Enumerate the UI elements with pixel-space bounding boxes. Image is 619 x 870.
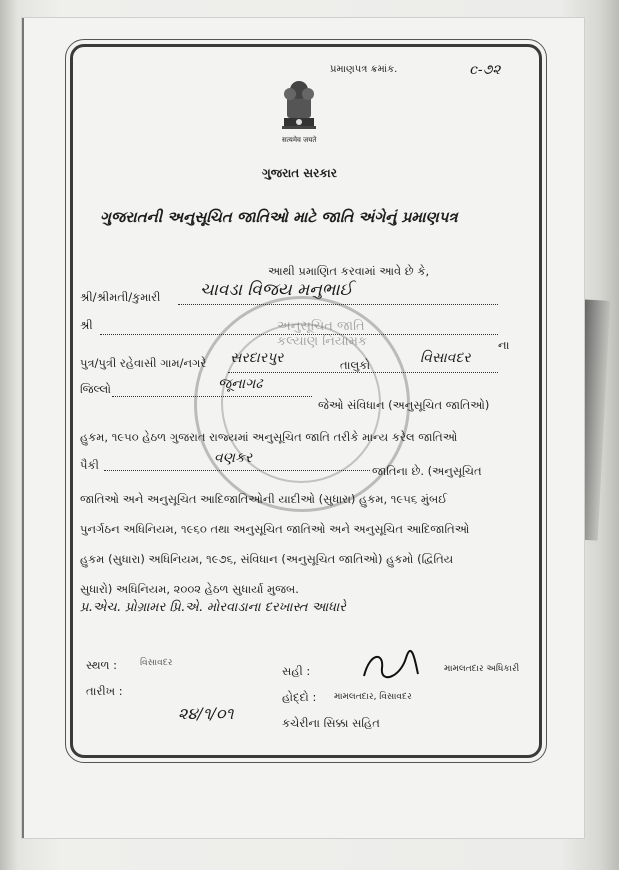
taluka-value: વિસાવદર [420, 350, 471, 366]
statute-line-2: પુનર્ગઠન અધિનિયમ, ૧૯૬૦ તથા અનુસૂચિત જાતિઓ અને અનુસૂચિત આદિજાતિઓ [80, 522, 470, 536]
post-value: મામલતદાર, વિસાવદર [334, 692, 412, 702]
district-value: જૂનાગઢ [218, 376, 263, 392]
intro-text: આથી પ્રમાણિત કરવામાં આવે છે કે, [268, 264, 430, 278]
date-label: તારીખ : [86, 684, 123, 698]
father-line [100, 334, 498, 335]
place-label: સ્થળ : [86, 658, 118, 672]
date-value: ૨૪/૧/૦૧ [178, 704, 234, 723]
signature-scribble [360, 648, 420, 684]
village-value: સરદારપુર [230, 350, 284, 366]
taluka-label: તાલુકો [340, 358, 371, 372]
handwritten-note: પ્ર.એચ. પ્રોગ્રામર પ્રિ.એ. મોરવાડાના દરખાસ્ત આધારે [80, 600, 346, 615]
father-label: શ્રી [80, 318, 93, 332]
name-line [178, 304, 498, 305]
caste-tail: જાતિના છે. (અનુસૂચિત [372, 464, 482, 478]
constitution-text: જેઓ સંવિધાન (અનુસૂચિત જાતિઓ) [318, 398, 490, 412]
seal-label: કચેરીના સિક્કા સહિત [282, 716, 380, 730]
resident-line [228, 372, 498, 373]
district-label: જિલ્લો [80, 382, 112, 396]
name-label: શ્રી/શ્રીમતી/કુમારી [80, 290, 161, 304]
caste-label: પૈકી [80, 458, 99, 472]
place-value: વિસાવદર [140, 658, 173, 668]
statute-line-1: જાતિઓ અને અનુસૂચિત આદિજાતિઓની યાદીઓ (સુધારા) હુકમ, ૧૯૫૬ મુંબઈ [80, 492, 448, 506]
seal-text: અનુસૂચિત જાતિ કલ્યાણ નિયામક [277, 319, 368, 349]
caste-value: વણકર [214, 450, 253, 466]
signature-label: સહી : [282, 664, 311, 678]
certificate-number-label: પ્રમાણપત્ર ક્રમાંક. [330, 64, 398, 75]
national-emblem-icon [276, 78, 322, 136]
motto: सत्यमेव जयते [282, 136, 317, 144]
caste-line [104, 470, 370, 471]
father-suffix: ના [498, 338, 510, 352]
name-value: ચાવડા વિજય મનુભાઈ [200, 280, 353, 300]
designation-value: મામલતદાર અધિકારી [444, 664, 520, 674]
district-line [112, 396, 312, 397]
statute-line-4: સુધારો) અધિનિયમ, ૨૦૦૨ હેઠળ સુધાર્યા મુજબ. [80, 582, 299, 596]
post-label: હોદ્દો : [282, 690, 317, 704]
statute-line-3: હુકમ (સુધારા) અધિનિયમ, ૧૯૭૬, સંવિધાન (અનુસૂચિત જાતિઓ) હુકમો (દ્વિતિય [80, 552, 454, 566]
certificate-title: ગુજરાતની અનુસૂચિત જાતિઓ માટે જાતિ અંગેનું પ્રમાણપત્ર [100, 208, 458, 226]
resident-label: પુત્ર/પુત્રી રહેવાસી ગામ/નગરે [80, 356, 207, 370]
government-name: ગુજરાત સરકાર [262, 166, 337, 180]
certificate-number-value: c-૭૨ [470, 62, 501, 78]
order-text: હુકમ, ૧૯૫૦ હેઠળ ગુજરાત રાજ્યમાં અનુસૂચિત જાતિ તરીકે માન્ય કરેલ જાતિઓ [80, 430, 458, 444]
